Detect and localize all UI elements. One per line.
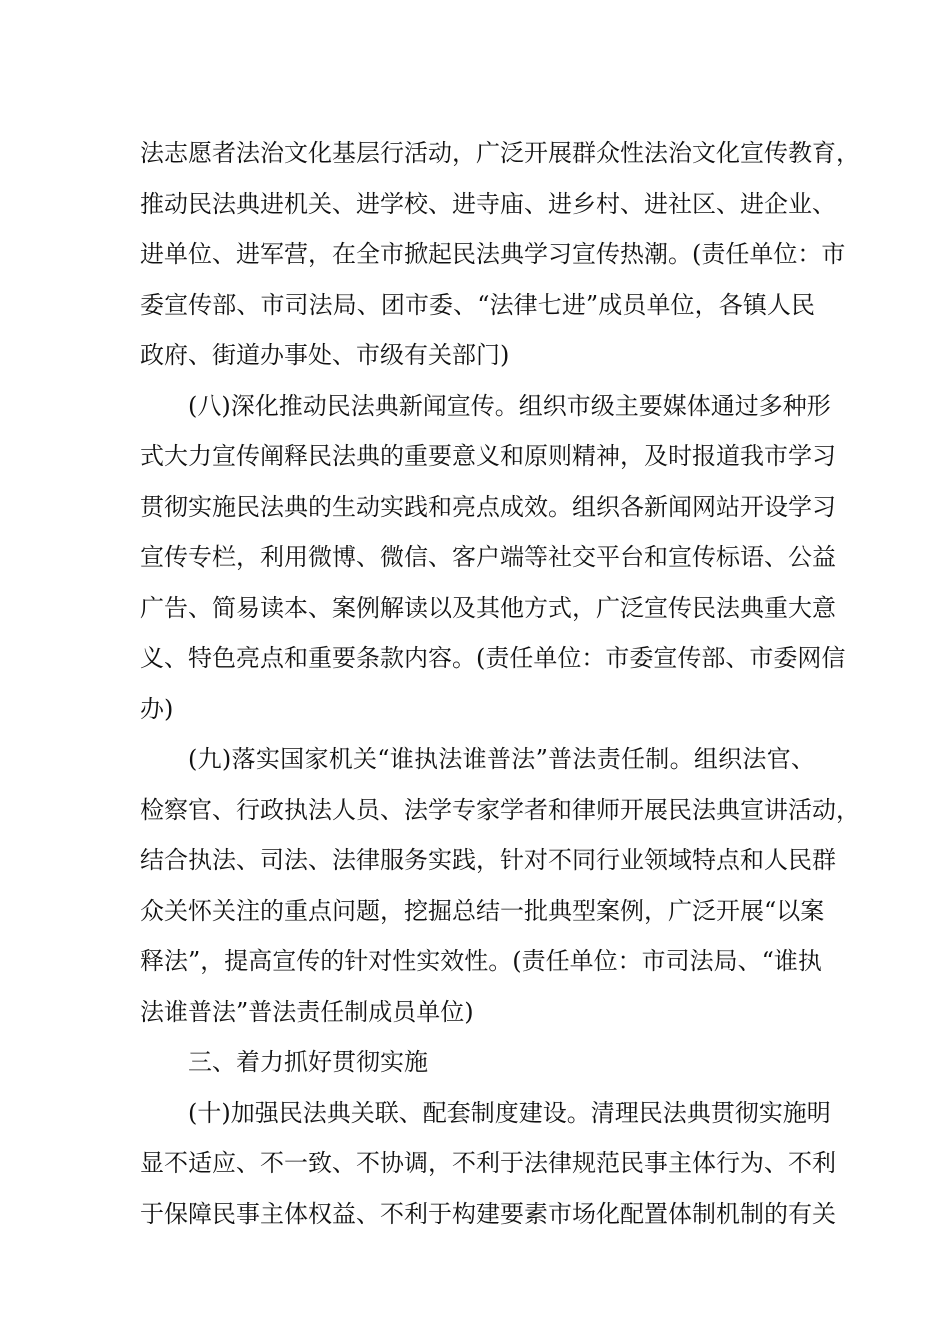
- text-line: 结合执法、司法、法律服务实践，针对不同行业领域特点和人民群: [140, 846, 836, 874]
- text-line: 政府、街道办事处、市级有关部门): [140, 341, 510, 369]
- text-line: 法志愿者法治文化基层行活动，广泛开展群众性法治文化宣传教育，: [140, 139, 860, 167]
- text-line: 三、着力抓好贯彻实施: [188, 1048, 428, 1076]
- text-line: 宣传专栏，利用微博、微信、客户端等社交平台和宣传标语、公益: [140, 543, 836, 571]
- text-line: 义、特色亮点和重要条款内容。(责任单位：市委宣传部、市委网信: [140, 644, 846, 672]
- text-line: (九)落实国家机关“谁执法谁普法”普法责任制。组织法官、: [188, 745, 815, 773]
- body-text: [140, 128, 860, 1239]
- text-line: 进单位、进军营，在全市掀起民法典学习宣传热潮。(责任单位：市: [140, 240, 846, 268]
- text-line: 释法”，提高宣传的针对性实效性。(责任单位：市司法局、“谁执: [140, 947, 822, 975]
- text-line: 众关怀关注的重点问题，挖掘总结一批典型案例，广泛开展“以案: [140, 896, 825, 925]
- text-line: 办): [140, 694, 174, 723]
- text-line: 式大力宣传阐释民法典的重要意义和原则精神，及时报道我市学习: [140, 442, 836, 470]
- text-line: 广告、简易读本、案例解读以及其他方式，广泛宣传民法典重大意: [140, 593, 836, 622]
- text-line: 检察官、行政执法人员、法学专家学者和律师开展民法典宣讲活动，: [140, 795, 860, 824]
- text-line: (八)深化推动民法典新闻宣传。组织市级主要媒体通过多种形: [188, 391, 831, 420]
- text-line: 法谁普法”普法责任制成员单位): [140, 997, 474, 1026]
- text-line: (十)加强民法典关联、配套制度建设。清理民法典贯彻实施明: [188, 1098, 831, 1127]
- text-line: 推动民法典进机关、进学校、进寺庙、进乡村、进社区、进企业、: [140, 189, 836, 218]
- text-line: 显不适应、不一致、不协调，不利于法律规范民事主体行为、不利: [140, 1149, 836, 1177]
- text-line: 于保障民事主体权益、不利于构建要素市场化配置体制机制的有关: [140, 1199, 836, 1228]
- text-line: 委宣传部、市司法局、团市委、“法律七进”成员单位，各镇人民: [140, 290, 815, 319]
- text-line: 贯彻实施民法典的生动实践和亮点成效。组织各新闻网站开设学习: [140, 492, 836, 521]
